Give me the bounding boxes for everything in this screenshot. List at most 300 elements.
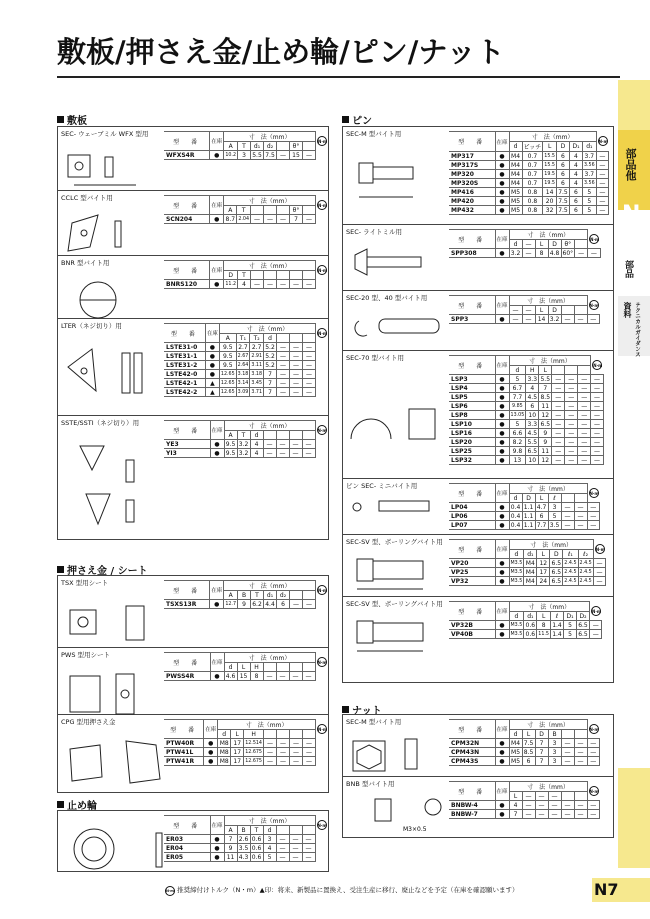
torque-icon: N·m [589, 234, 599, 244]
stock-header: 在庫 [211, 139, 223, 145]
dim-cell: 0.4 [510, 503, 521, 511]
dim-column-header [303, 142, 316, 151]
dim-cell: 6.2 [252, 600, 262, 608]
dim-column-header: L [543, 142, 557, 152]
dim-cell: — [276, 672, 289, 681]
dim-cell: — [302, 835, 315, 844]
nuts-block [343, 777, 613, 837]
dim-column-header: d [509, 550, 524, 559]
stock-cell: ● [495, 170, 509, 179]
dim-cell: 4.5 [527, 393, 538, 401]
model-header: 型 番 [449, 356, 495, 375]
section-clamps-title: 押さえ金 / シート [67, 566, 148, 577]
dim-column-header [302, 431, 315, 440]
dim-cell: 15.5 [544, 153, 555, 159]
nuts-block [343, 715, 613, 777]
model-cell: LSP8 [449, 411, 495, 420]
dim-cell: 7.7 [509, 393, 526, 402]
part-diagram [60, 264, 160, 327]
dim-cell: — [302, 672, 315, 681]
torque-cell: — [587, 512, 600, 521]
dim-cell: — [251, 280, 264, 289]
torque-icon: N·m [589, 724, 599, 734]
table-row [449, 179, 609, 188]
dim-cell: 19.5 [544, 180, 555, 186]
dim-cell: 9 [539, 438, 552, 447]
dim-column-header [303, 271, 316, 280]
dim-column-header: D [548, 240, 561, 249]
stock-cell: ● [205, 343, 219, 352]
dim-cell: — [289, 440, 302, 449]
dim-cell: 5 [563, 621, 576, 630]
stock-cell: ● [210, 449, 224, 458]
dim-cell: M3.5 [510, 578, 523, 584]
rings-spec-table [164, 815, 328, 862]
stock-cell: ● [495, 748, 509, 757]
stock-header: 在庫 [211, 823, 223, 829]
dim-column-header: d [509, 612, 524, 621]
stock-cell: ● [205, 370, 219, 379]
dim-cell: 6.5 [578, 630, 588, 638]
dim-column-header: L [231, 730, 244, 739]
dim-column-header: ℓ₂ [578, 550, 593, 559]
stock-cell: ● [495, 621, 509, 630]
dim-cell: 4 [250, 440, 263, 449]
dim-cell: 24 [537, 577, 550, 586]
dim-cell: 4 [263, 844, 276, 853]
dim-cell: 15.5 [544, 162, 555, 168]
dim-column-header [251, 206, 264, 215]
dim-cell: 6.7 [509, 384, 526, 393]
pins-spec-table [449, 229, 601, 258]
dim-cell: 2.67 [237, 353, 249, 359]
dim-cell: 0.6 [525, 630, 536, 638]
dim-column-header: T [237, 431, 250, 440]
model-cell: MP317 [449, 152, 495, 161]
torque-cell: — [591, 420, 604, 429]
dim-cell: — [277, 361, 290, 370]
dim-column-header: θ° [290, 206, 303, 215]
dim-cell: M4 [525, 577, 535, 585]
dim-cell: 5.5 [527, 438, 538, 446]
dim-cell: 7 [264, 370, 277, 379]
dim-cell: — [276, 835, 289, 844]
dim-cell: — [302, 853, 315, 862]
dim-cell: 8 [537, 621, 551, 630]
dim-cell: 7 [224, 835, 237, 844]
torque-icon: N·m [589, 786, 599, 796]
dim-column-header: B [237, 826, 250, 835]
table-row [449, 402, 603, 411]
model-cell: LSP20 [449, 438, 495, 447]
torque-cell: — [587, 801, 600, 810]
dim-cell: 9.5 [225, 440, 236, 448]
dim-column-header: ℓ₁ [563, 550, 578, 559]
nuts-panel [342, 714, 614, 838]
torque-cell: — [587, 757, 600, 766]
dim-cell: 7 [290, 215, 303, 224]
dim-cell: — [290, 343, 303, 352]
dim-column-header: — [509, 306, 522, 315]
dim-cell: — [561, 748, 574, 757]
dim-cell: — [574, 748, 587, 757]
dim-cell: 7 [535, 739, 548, 748]
dim-column-header: d₁ [524, 550, 537, 559]
dim-cell: — [578, 402, 591, 411]
dim-cell: 1.1 [523, 512, 534, 520]
block-caption: CPG 型用押さえ金 [61, 718, 116, 726]
dim-column-header [578, 366, 591, 375]
stock-cell: ● [495, 315, 509, 324]
block-caption: SEC- ライトミル用 [346, 228, 402, 236]
stock-cell: ● [495, 521, 509, 530]
dim-cell: 4 [569, 161, 582, 170]
dim-cell: — [535, 810, 548, 819]
dim-column-header [290, 591, 303, 600]
dim-cell: — [303, 757, 316, 766]
dim-cell: — [303, 748, 316, 757]
dim-cell: — [263, 672, 276, 681]
dim-cell: 3.5 [549, 521, 560, 529]
side-tab-letter[interactable]: N [622, 202, 641, 227]
stock-cell: ● [205, 352, 219, 361]
block-caption: SEC-M 型バイト用 [346, 130, 402, 138]
pins-spec-table [449, 295, 600, 324]
dim-column-header [561, 494, 574, 503]
table-row [164, 748, 328, 757]
dim-column-header: d [509, 142, 522, 152]
torque-icon: N·m [317, 657, 327, 667]
stock-header: 在庫 [211, 268, 223, 274]
block-caption: SEC-SV 型、ボーリングバイト用 [346, 538, 443, 546]
dim-cell: — [552, 375, 565, 384]
dim-cell: 6 [556, 152, 569, 161]
thread-label: M3×0.5 [403, 826, 427, 833]
model-cell: LSP32 [449, 456, 495, 465]
dim-column-header: θ° [290, 142, 303, 151]
dim-cell: 6 [522, 757, 535, 766]
model-header: 型 番 [449, 782, 495, 801]
dim-cell: — [548, 801, 561, 810]
dim-cell: — [303, 280, 316, 289]
dim-cell: M5 [511, 197, 521, 205]
dim-cell: 17 [231, 757, 244, 766]
dim-cell: 3.2 [510, 249, 521, 257]
table-row [449, 384, 603, 393]
model-cell: PWSS4R [164, 672, 210, 681]
dim-cell: 3 [548, 503, 561, 512]
stock-cell: ● [495, 375, 509, 384]
dim-column-header: ℓ [550, 612, 563, 621]
model-cell: LSTE31-1 [164, 352, 205, 361]
part-diagram [60, 584, 160, 656]
dim-cell: — [552, 456, 565, 465]
dim-cell: 4.6 [225, 672, 236, 680]
dim-cell: 7 [509, 810, 522, 819]
model-cell: CPM32N [449, 739, 495, 748]
table-row [164, 379, 328, 388]
torque-cell: — [593, 577, 606, 586]
table-row [449, 429, 603, 438]
dim-cell: — [578, 438, 591, 447]
side-tab-tech-sub: テクニカルガイダンス [634, 302, 640, 357]
part-diagram [345, 299, 445, 359]
dim-cell: — [264, 757, 277, 766]
dim-column-header: L [509, 792, 522, 801]
pins-block [343, 535, 613, 597]
dim-cell: 7 [264, 388, 277, 397]
page-title: 敷板/押さえ金/止め輪/ピン/ナット [57, 35, 505, 69]
dim-cell: 2.4.5 [579, 578, 592, 584]
side-tab-tech[interactable]: 資料 [623, 302, 632, 318]
section-nuts-title: ナット [352, 706, 382, 717]
part-diagram [60, 135, 160, 199]
dim-cell: 6 [277, 600, 290, 609]
dim-cell: — [303, 361, 316, 370]
dims-header: 寸 法（mm） [224, 132, 316, 142]
stock-header: 在庫 [496, 789, 508, 795]
dim-column-header: B [238, 591, 251, 600]
model-cell: MP317S [449, 161, 495, 170]
dim-cell: 9.5 [219, 352, 236, 361]
dim-column-header: L [537, 612, 551, 621]
pins-block [343, 597, 613, 681]
dim-cell: 3 [548, 739, 561, 748]
torque-icon: N·m [317, 136, 327, 146]
dim-cell: — [561, 503, 574, 512]
dim-cell: 1.1 [523, 521, 534, 529]
stock-header: 在庫 [496, 303, 508, 309]
dim-cell: — [561, 512, 574, 521]
dim-cell: — [264, 215, 277, 224]
dim-cell: — [565, 438, 578, 447]
torque-icon: N·m [317, 724, 327, 734]
dim-column-header: A [224, 431, 237, 440]
model-header: 型 番 [449, 720, 495, 739]
model-cell: SCN204 [164, 215, 210, 224]
dim-column-header: — [548, 792, 561, 801]
dim-column-header: d [224, 663, 237, 672]
dim-cell: M4 [511, 170, 521, 178]
dim-column-header [264, 271, 277, 280]
stock-header: 在庫 [496, 491, 508, 497]
dim-column-header [290, 334, 303, 343]
model-cell: YE3 [164, 440, 210, 449]
dim-cell: 3.2 [238, 440, 249, 448]
dim-cell: — [522, 810, 535, 819]
dim-cell: — [264, 748, 277, 757]
dim-cell: 4 [526, 384, 539, 393]
stock-header: 在庫 [205, 727, 217, 733]
torque-icon: N·m [595, 544, 605, 554]
block-caption: SEC-70 型バイト用 [346, 354, 404, 362]
side-tab-bottom [618, 768, 650, 868]
stock-header: 在庫 [211, 203, 223, 209]
dim-cell: 1.4 [552, 621, 562, 629]
stock-cell: ● [495, 429, 509, 438]
dim-column-header [575, 240, 588, 249]
footnote-text: 推奨締付けトルク（N・m）▲印：将来、新製品に置換え、受注生産に移行、廃止などを予定（在庫を確認願います） [177, 886, 519, 894]
torque-cell: — [596, 188, 609, 197]
model-cell: LSP4 [449, 384, 495, 393]
table-row [449, 739, 600, 748]
table-row [164, 440, 328, 449]
dims-header: 寸 法（mm） [509, 720, 587, 730]
stock-cell: ● [495, 757, 509, 766]
dim-cell: 9.8 [509, 447, 526, 456]
torque-icon: N·m [165, 886, 175, 896]
block-caption: SEC-SV 型、ボーリングバイト用 [346, 600, 443, 608]
dim-column-header: D [556, 142, 569, 152]
dim-cell: — [277, 151, 290, 160]
torque-icon: N·m [589, 300, 599, 310]
dim-column-header: L [539, 366, 552, 375]
dim-column-header: D₁ [569, 142, 582, 152]
shims-spec-table [164, 420, 328, 458]
stock-cell: ● [495, 152, 509, 161]
dim-cell: 6 [556, 161, 569, 170]
dim-cell: 13 [509, 456, 526, 465]
dim-cell: — [303, 739, 316, 748]
table-row [449, 757, 600, 766]
torque-cell: — [591, 429, 604, 438]
pins-block [343, 351, 613, 479]
stock-cell: ● [495, 179, 509, 188]
table-row [164, 600, 328, 609]
part-diagram [345, 135, 445, 233]
clamps-panel [57, 575, 329, 793]
dim-column-header [303, 730, 316, 739]
dim-cell: 0.6 [525, 621, 536, 629]
dim-cell: 0.7 [522, 179, 543, 188]
dim-cell: — [565, 420, 578, 429]
dim-cell: M4 [511, 161, 521, 169]
table-row [449, 748, 600, 757]
model-cell: SPP308 [449, 249, 495, 258]
dim-cell: 3.2 [238, 449, 249, 457]
stock-cell: ● [495, 630, 509, 639]
torque-cell: — [596, 197, 609, 206]
dim-cell: — [552, 420, 565, 429]
dims-header: 寸 法（mm） [224, 653, 315, 663]
model-cell: PTW41L [164, 748, 204, 757]
dim-cell: 11 [539, 402, 552, 411]
dim-cell: — [552, 384, 565, 393]
rings-block [58, 811, 328, 871]
stock-cell: ● [495, 739, 509, 748]
dim-cell: — [277, 748, 290, 757]
dim-cell: 6.5 [527, 447, 538, 455]
dim-column-header: D [548, 306, 561, 315]
dim-cell: 10.2 [225, 152, 236, 158]
dim-cell: — [535, 801, 548, 810]
model-header: 型 番 [164, 816, 210, 835]
section-shims-header [57, 112, 87, 127]
title-rule [57, 76, 620, 78]
dim-cell: — [290, 379, 303, 388]
dim-column-header [574, 792, 587, 801]
dim-cell: M4 [511, 152, 521, 160]
stock-cell: ● [204, 748, 218, 757]
dim-cell: 17 [231, 748, 244, 757]
dim-cell: 6 [535, 512, 548, 521]
table-row [449, 630, 602, 639]
side-tab-parts[interactable]: 部品他 [624, 148, 637, 181]
table-row [164, 370, 328, 379]
model-cell: CPM43S [449, 757, 495, 766]
part-diagram [345, 233, 445, 299]
dim-cell: — [578, 447, 591, 456]
dim-cell: — [552, 447, 565, 456]
page-number: N7 [594, 880, 619, 899]
torque-cell: — [587, 739, 600, 748]
dim-cell: M8 [219, 748, 229, 756]
dim-cell: 5 [582, 206, 596, 215]
torque-cell: — [591, 456, 604, 465]
dim-cell: — [277, 757, 290, 766]
dim-cell: — [277, 343, 290, 352]
stock-cell: ● [495, 801, 509, 810]
side-tab-parts-small[interactable]: 部品 [623, 260, 633, 278]
dims-header: 寸 法（mm） [509, 602, 589, 612]
dim-cell: 11.5 [538, 631, 549, 637]
dim-cell: — [552, 429, 565, 438]
dim-cell: 12.675 [245, 749, 262, 755]
dim-cell: 12.7 [225, 601, 236, 607]
dim-cell: 3.7 [582, 152, 596, 161]
dim-column-header: D₂ [576, 612, 589, 621]
pins-block [343, 127, 613, 225]
stock-cell: ● [495, 420, 509, 429]
torque-cell: — [596, 152, 609, 161]
dim-column-header: T₁ [236, 334, 250, 343]
dim-cell: 7 [535, 757, 548, 766]
table-row [449, 801, 600, 810]
nuts-spec-table [449, 781, 600, 819]
stock-cell: ● [495, 559, 509, 568]
torque-icon: N·m [592, 360, 602, 370]
dim-cell: — [578, 429, 591, 438]
stock-cell: ● [495, 206, 509, 215]
part-diagram [60, 656, 160, 723]
dim-cell: — [276, 449, 289, 458]
dim-column-header: D [535, 730, 548, 739]
part-diagram [345, 543, 445, 605]
dim-column-header: H [250, 663, 263, 672]
dim-cell: 1.1 [523, 503, 534, 511]
dim-cell: — [276, 853, 289, 862]
dim-cell: — [303, 343, 316, 352]
torque-cell: — [589, 630, 602, 639]
model-cell: BNBW-4 [449, 801, 495, 810]
dim-column-header [561, 730, 574, 739]
dim-cell: 4 [509, 801, 522, 810]
dim-column-header: L [535, 306, 548, 315]
dim-column-header: L [237, 663, 250, 672]
dim-cell: 0.6 [251, 853, 262, 861]
pins-spec-table [449, 601, 602, 639]
dim-cell: 4.8 [549, 249, 560, 257]
dim-cell: M8 [219, 739, 229, 747]
dims-header: 寸 法（mm） [509, 540, 593, 550]
dim-cell: 6 [569, 188, 582, 197]
torque-cell: — [591, 438, 604, 447]
dim-cell: 3.45 [251, 380, 262, 386]
dim-cell: 5 [509, 375, 526, 384]
dim-cell: — [290, 370, 303, 379]
dim-cell: — [264, 739, 277, 748]
table-row [449, 447, 603, 456]
